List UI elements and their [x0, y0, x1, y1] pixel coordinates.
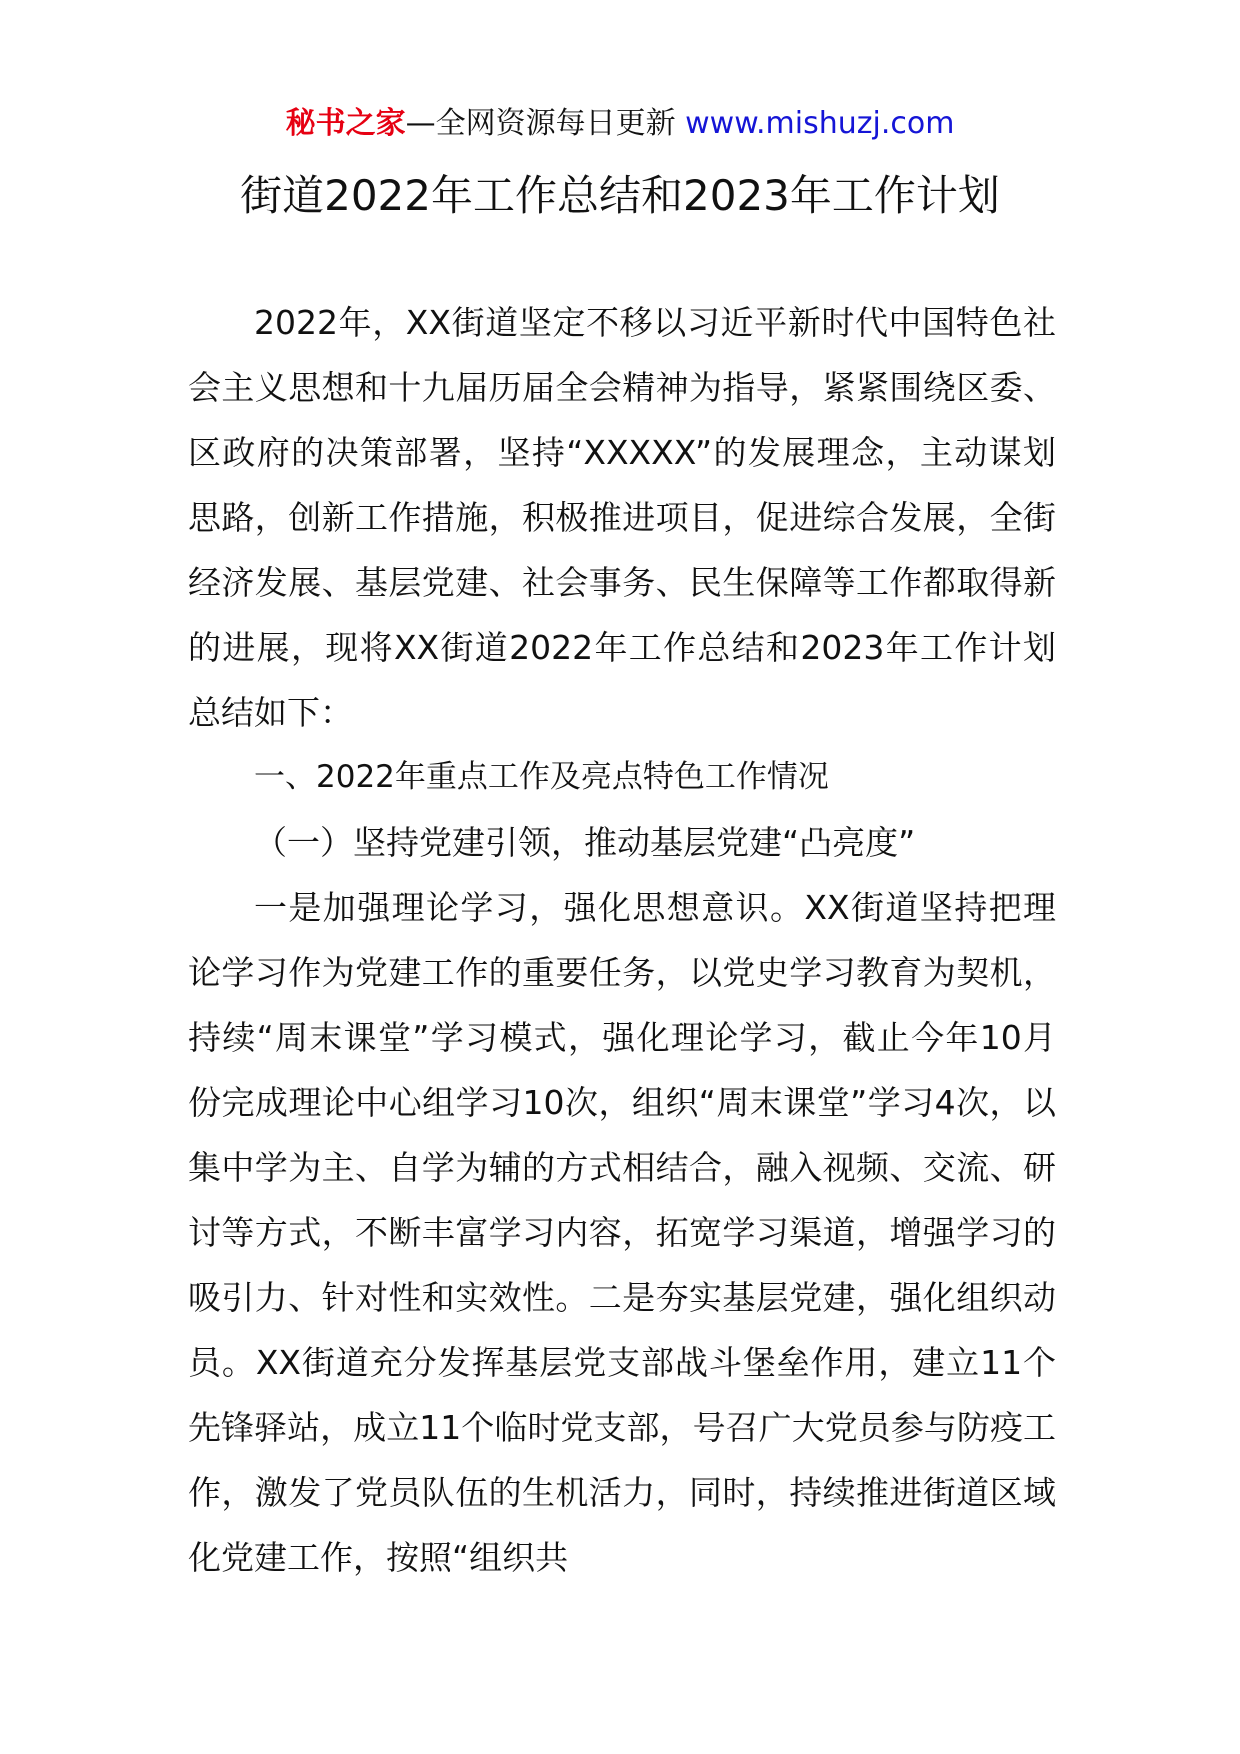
site-header — [0, 104, 1240, 144]
intro-paragraph: 2022年，XX街道坚定不移以习近平新时代中国特色社会主义思想和十九届历届全会精神为指导，紧紧围绕区委、区政府的决策部署，坚持“XXXXX”的发展理念，主动谋划思路，创新工作措施，积极推进项目，促进综合发展，全街经济发展、基层党建、社会事务、民生保障等工作都取得新的进展，现将XX街道2022年工作总结和2023年工作计划总结如下： — [188, 303, 1056, 732]
site-url[interactable]: www.mishuzj.com — [685, 106, 955, 141]
header-slogan: —全网资源每日更新 — [405, 106, 686, 141]
brand-name: 秘书之家 — [285, 106, 406, 141]
section-heading: 一、2022年重点工作及亮点特色工作情况 — [254, 759, 829, 795]
subsection-heading: （一）坚持党建引领，推动基层党建“凸亮度” — [254, 823, 916, 862]
document-title: 街道2022年工作总结和2023年工作计划 — [240, 171, 1000, 220]
body-paragraph: 一是加强理论学习，强化思想意识。XX街道坚持把理论学习作为党建工作的重要任务，以党史学习教育为契机，持续“周末课堂”学习模式，强化理论学习，截止今年10月份完成理论中心组学习10次，组织“周末课堂”学习4次，以集中学为主、自学为辅的方式相结合，融入视频、交流、研讨等方式，不断丰富学习内容，拓宽学习渠道，增强学习的吸引力、针对性和实效性。二是夯实基层党建，强化组织动员。XX街道充分发挥基层党支部战斗堡垒作用，建立11个先锋驿站，成立11个临时党支部，号召广大党员参与防疫工作，激发了党员队伍的生机活力，同时，持续推进街道区域化党建工作，按照“组织共 — [188, 888, 1056, 1577]
document-body — [188, 290, 1056, 1590]
